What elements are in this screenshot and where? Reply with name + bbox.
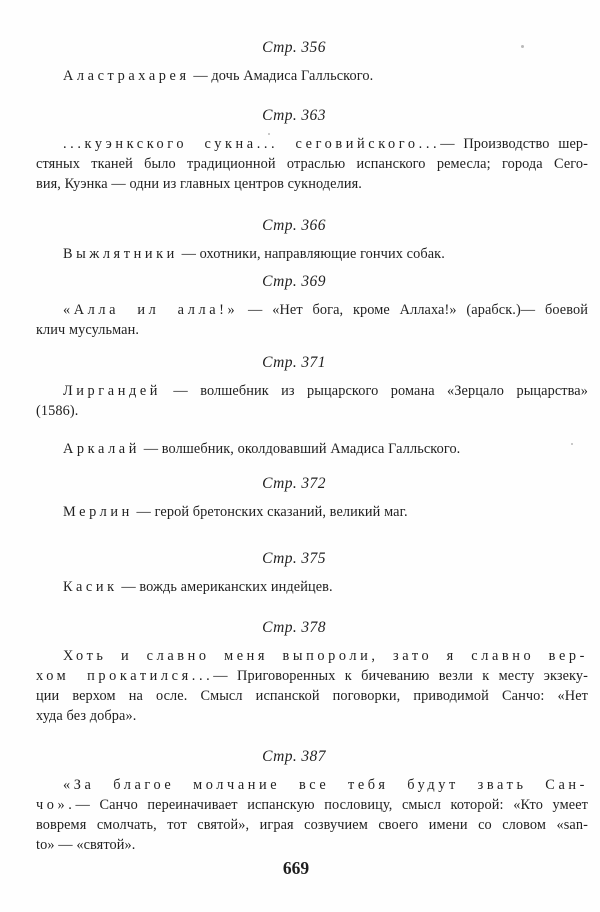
text-line <box>36 174 588 194</box>
note-body <box>36 775 588 855</box>
text-line <box>36 577 588 597</box>
page-ref-heading: Стр. 363 <box>262 107 326 124</box>
text-line <box>36 154 588 174</box>
spaced-term: Аластрахарея <box>63 68 190 84</box>
note-paragraph <box>36 646 588 726</box>
note-paragraph <box>36 502 588 522</box>
spaced-term: «Алла ил алла!» <box>63 302 239 318</box>
page-ref-heading: Стр. 372 <box>262 475 326 492</box>
note-paragraph <box>36 300 588 340</box>
note-paragraph <box>36 381 588 421</box>
note-body <box>36 300 588 340</box>
text-line <box>36 320 588 340</box>
body-text: клич мусульман. <box>36 322 140 338</box>
text-line <box>36 381 588 401</box>
page-number: 669 <box>282 858 310 878</box>
note-section-366 <box>36 216 588 264</box>
note-section-356 <box>36 38 588 86</box>
body-text: ции верхом на осле. Смысл испанской поговорки, приводимой Санчо: «Нет <box>36 688 588 704</box>
text-line <box>36 646 588 666</box>
text-line <box>36 686 588 706</box>
body-text: — волшебник из рыцарского романа «Зерцало рыцарства» <box>161 383 588 399</box>
text-line <box>36 666 588 686</box>
note-paragraph <box>36 577 588 597</box>
body-text: — волшебник, околдовавший Амадиса Галльского. <box>140 441 461 457</box>
note-section-363 <box>36 106 588 194</box>
note-section-375 <box>36 549 588 597</box>
note-section-372 <box>36 474 588 522</box>
note-paragraph <box>36 134 588 194</box>
text-line <box>36 134 588 154</box>
body-text: вовремя смолчать, тот святой», играя созвучием своего имени со словом «san- <box>36 817 588 833</box>
text-line <box>36 502 588 522</box>
note-body <box>36 577 588 597</box>
text-line <box>36 66 588 86</box>
note-body <box>36 134 588 194</box>
spaced-term: Мерлин <box>63 504 133 520</box>
scan-speck <box>268 133 270 135</box>
body-text: вия, Куэнка — одни из главных центров сукноделия. <box>36 176 362 192</box>
body-text: — вождь американских индейцев. <box>117 579 333 595</box>
body-text: стяных тканей было традиционной отраслью испанского ремесла; города Сего- <box>36 156 588 172</box>
text-line <box>36 401 588 421</box>
note-body <box>36 381 588 459</box>
body-text: — Санчо переиначивает испанскую пословицу, смысл которой: «Кто умеет <box>75 797 588 813</box>
note-section-378 <box>36 618 588 726</box>
spaced-term: чо». <box>36 797 76 813</box>
text-line <box>36 835 588 855</box>
note-paragraph <box>36 439 588 459</box>
text-line <box>36 244 588 264</box>
body-text: худа без добра». <box>36 708 137 724</box>
body-text: — «Нет бога, кроме Аллаха!» (арабск.)— боевой <box>238 302 588 318</box>
note-paragraph <box>36 775 588 855</box>
note-section-387 <box>36 747 588 855</box>
spaced-term: Касик <box>63 579 118 595</box>
spaced-term: Аркалай <box>63 441 141 457</box>
body-text: (1586). <box>36 403 79 419</box>
body-text: — охотники, направляющие гончих собак. <box>177 246 445 262</box>
note-body <box>36 244 588 264</box>
spaced-term: ...куэнкского сукна... сеговийского... <box>63 136 441 152</box>
text-line <box>36 439 588 459</box>
body-text: — дочь Амадиса Галльского. <box>189 68 374 84</box>
page-ref-heading: Стр. 371 <box>262 354 326 371</box>
note-body <box>36 646 588 726</box>
note-section-371 <box>36 353 588 459</box>
text-line <box>36 815 588 835</box>
text-line <box>36 300 588 320</box>
body-text: — Приговоренных к бичеванию везли к месту экзеку- <box>213 668 588 684</box>
note-section-369 <box>36 272 588 340</box>
spaced-term: Хоть и славно меня выпороли, зато я славно вер- <box>63 648 588 664</box>
scan-speck <box>571 443 573 445</box>
scan-speck <box>521 45 524 48</box>
spaced-term: «За благое молчание все тебя будут звать Сан- <box>63 777 588 793</box>
spaced-term: Лиргандей <box>63 383 162 399</box>
note-paragraph <box>36 244 588 264</box>
text-line <box>36 795 588 815</box>
page-ref-heading: Стр. 387 <box>262 748 326 765</box>
note-body <box>36 66 588 86</box>
text-line <box>36 706 588 726</box>
body-text: — герой бретонских сказаний, великий маг. <box>132 504 408 520</box>
body-text: — Производство шер- <box>440 136 588 152</box>
page-ref-heading: Стр. 378 <box>262 619 326 636</box>
page-ref-heading: Стр. 366 <box>262 217 326 234</box>
note-body <box>36 502 588 522</box>
page-ref-heading: Стр. 369 <box>262 273 326 290</box>
body-text: to» — «святой». <box>36 837 136 853</box>
page-ref-heading: Стр. 375 <box>262 550 326 567</box>
spaced-term: Выжлятники <box>63 246 178 262</box>
spaced-term: хом прокатился... <box>36 668 214 684</box>
text-line <box>36 775 588 795</box>
page-ref-heading: Стр. 356 <box>262 39 326 56</box>
note-paragraph <box>36 66 588 86</box>
